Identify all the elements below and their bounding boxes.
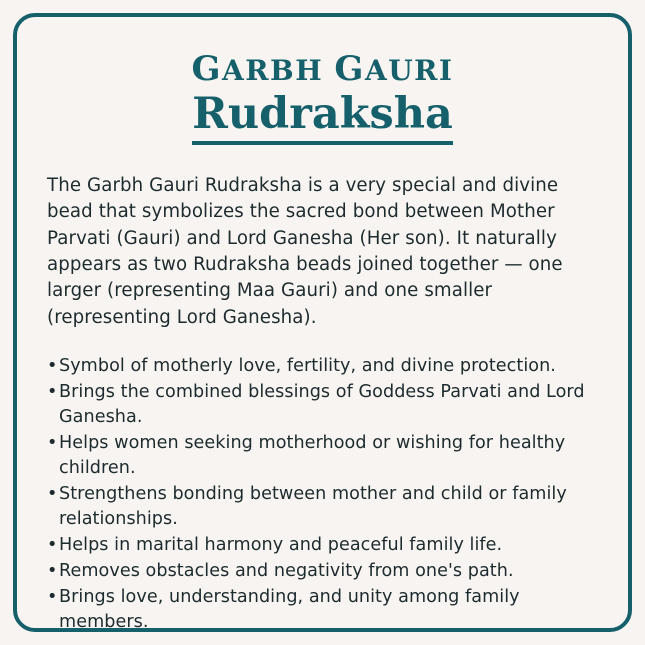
list-item	[47, 354, 598, 379]
benefits-list	[47, 354, 598, 635]
info-card	[13, 13, 632, 632]
bullet-icon: •	[47, 560, 58, 581]
bullet-icon: •	[47, 382, 58, 403]
list-item-text: Symbol of motherly love, fertility, and divine protection.	[59, 356, 556, 377]
list-item	[47, 431, 598, 481]
title-line-1: GARBH GAURI	[191, 49, 454, 89]
list-item-text: Removes obstacles and negativity from one's path.	[59, 560, 514, 581]
list-item-text: Helps women seeking motherhood or wishing for healthy children.	[59, 433, 566, 479]
list-item	[47, 380, 598, 430]
title-block	[47, 51, 598, 145]
list-item	[47, 585, 598, 635]
bullet-icon: •	[47, 484, 58, 505]
list-item-text: Helps in marital harmony and peaceful family life.	[59, 534, 503, 555]
list-item	[47, 559, 598, 584]
list-item-text: Brings the combined blessings of Goddess Parvati and Lord Ganesha.	[59, 382, 585, 428]
list-item	[47, 533, 598, 558]
bullet-icon: •	[47, 356, 58, 377]
title-line-2: Rudraksha	[192, 90, 453, 144]
card-content	[17, 17, 628, 632]
bullet-icon: •	[47, 433, 58, 454]
list-item-text: Strengthens bonding between mother and child or family relationships.	[59, 484, 567, 529]
bullet-icon: •	[47, 586, 58, 607]
intro-paragraph: The Garbh Gauri Rudraksha is a very special and divine bead that symbolizes the sacred bond between Mother Parvati (Gauri) and Lord Ganesha (Her son). It naturally appears as two Rudraksha beads joined together — one larger (representing Maa Gauri) and one smaller (representing Lord Ganesha).	[47, 174, 563, 328]
list-item	[47, 482, 598, 532]
bullet-icon: •	[47, 534, 58, 555]
list-item-text: Brings love, understanding, and unity among family members.	[59, 586, 520, 632]
